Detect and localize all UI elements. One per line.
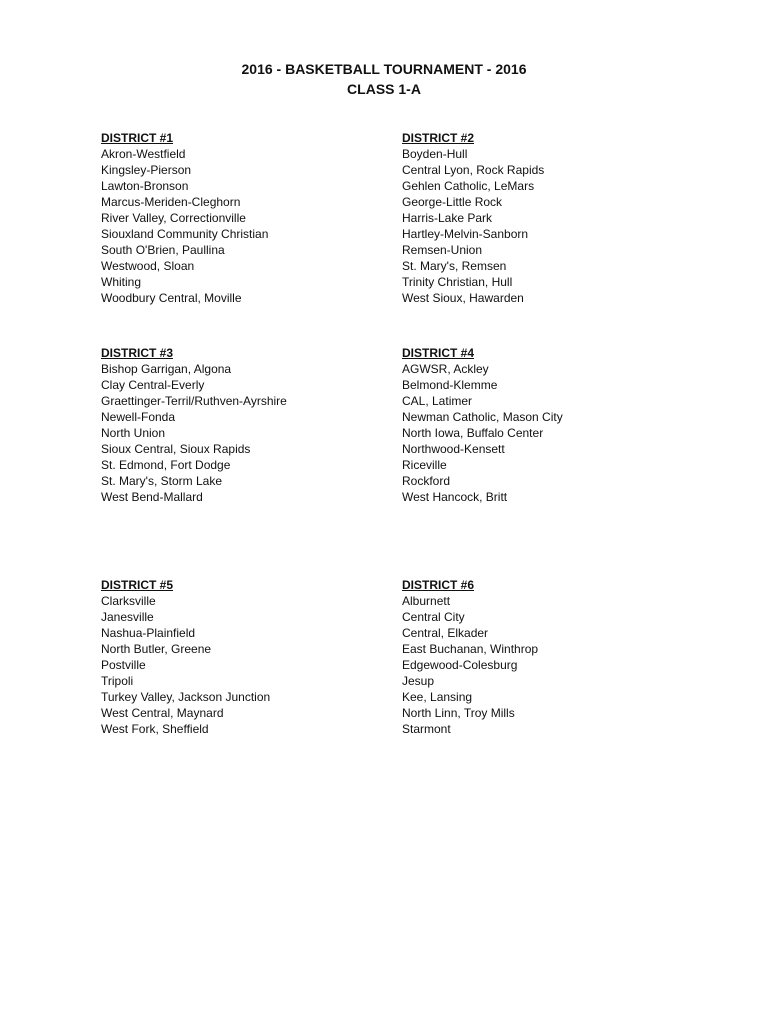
- team-item: Clay Central-Everly: [101, 378, 205, 392]
- team-item: St. Mary's, Remsen: [402, 259, 507, 273]
- team-item: Woodbury Central, Moville: [101, 291, 242, 305]
- team-item: West Hancock, Britt: [402, 490, 508, 504]
- team-item: North Iowa, Buffalo Center: [402, 426, 544, 440]
- district-2-section: [402, 130, 702, 306]
- team-item: Marcus-Meriden-Cleghorn: [101, 195, 241, 209]
- team-item: Remsen-Union: [402, 243, 483, 257]
- team-item: North Linn, Troy Mills: [402, 706, 515, 720]
- team-item: River Valley, Correctionville: [101, 211, 246, 225]
- team-item: Edgewood-Colesburg: [402, 658, 518, 672]
- team-item: North Union: [101, 426, 166, 440]
- team-item: Siouxland Community Christian: [101, 227, 269, 241]
- district-heading: DISTRICT #6: [402, 578, 475, 592]
- team-item: Akron-Westfield: [101, 147, 186, 161]
- page-subtitle: CLASS 1-A: [347, 81, 421, 97]
- district-heading: DISTRICT #4: [402, 346, 475, 360]
- team-list: [402, 361, 702, 505]
- team-item: Hartley-Melvin-Sanborn: [402, 227, 529, 241]
- team-item: Alburnett: [402, 594, 451, 608]
- team-list: [402, 593, 702, 737]
- team-item: Kingsley-Pierson: [101, 163, 192, 177]
- team-item: St. Mary's, Storm Lake: [101, 474, 222, 488]
- team-item: North Butler, Greene: [101, 642, 212, 656]
- district-heading: DISTRICT #3: [101, 346, 174, 360]
- team-item: West Fork, Sheffield: [101, 722, 209, 736]
- team-list: [101, 361, 401, 505]
- team-item: East Buchanan, Winthrop: [402, 642, 539, 656]
- team-item: St. Edmond, Fort Dodge: [101, 458, 231, 472]
- team-item: Belmond-Klemme: [402, 378, 498, 392]
- page-title: 2016 - BASKETBALL TOURNAMENT - 2016: [241, 61, 527, 77]
- team-item: Nashua-Plainfield: [101, 626, 196, 640]
- team-item: Westwood, Sloan: [101, 259, 195, 273]
- team-item: Jesup: [402, 674, 435, 688]
- team-list: [402, 146, 702, 306]
- team-item: Sioux Central, Sioux Rapids: [101, 442, 251, 456]
- team-item: Rockford: [402, 474, 451, 488]
- team-item: Trinity Christian, Hull: [402, 275, 513, 289]
- team-item: Starmont: [402, 722, 451, 736]
- team-item: AGWSR, Ackley: [402, 362, 489, 376]
- team-item: Newman Catholic, Mason City: [402, 410, 563, 424]
- team-item: Lawton-Bronson: [101, 179, 189, 193]
- team-item: South O'Brien, Paullina: [101, 243, 225, 257]
- district-4-section: [402, 345, 702, 505]
- team-list: [101, 146, 401, 306]
- district-1-section: [101, 130, 401, 306]
- district-5-section: [101, 577, 401, 737]
- team-item: Turkey Valley, Jackson Junction: [101, 690, 271, 704]
- team-item: Gehlen Catholic, LeMars: [402, 179, 535, 193]
- team-item: CAL, Latimer: [402, 394, 473, 408]
- team-item: West Bend-Mallard: [101, 490, 203, 504]
- team-item: Tripoli: [101, 674, 134, 688]
- district-3-section: [101, 345, 401, 505]
- district-heading: DISTRICT #2: [402, 131, 475, 145]
- team-item: Postville: [101, 658, 146, 672]
- team-item: Kee, Lansing: [402, 690, 473, 704]
- team-item: Whiting: [101, 275, 142, 289]
- team-list: [101, 593, 401, 737]
- team-item: Northwood-Kensett: [402, 442, 505, 456]
- team-item: Newell-Fonda: [101, 410, 176, 424]
- district-heading: DISTRICT #5: [101, 578, 174, 592]
- team-item: Graettinger-Terril/Ruthven-Ayrshire: [101, 394, 287, 408]
- team-item: Bishop Garrigan, Algona: [101, 362, 232, 376]
- team-item: Riceville: [402, 458, 447, 472]
- team-item: West Sioux, Hawarden: [402, 291, 524, 305]
- team-item: Boyden-Hull: [402, 147, 468, 161]
- team-item: Central City: [402, 610, 465, 624]
- team-item: West Central, Maynard: [101, 706, 224, 720]
- district-heading: DISTRICT #1: [101, 131, 174, 145]
- team-item: Central, Elkader: [402, 626, 489, 640]
- team-item: Central Lyon, Rock Rapids: [402, 163, 545, 177]
- team-item: Harris-Lake Park: [402, 211, 493, 225]
- district-6-section: [402, 577, 702, 737]
- team-item: Clarksville: [101, 594, 156, 608]
- team-item: George-Little Rock: [402, 195, 503, 209]
- team-item: Janesville: [101, 610, 154, 624]
